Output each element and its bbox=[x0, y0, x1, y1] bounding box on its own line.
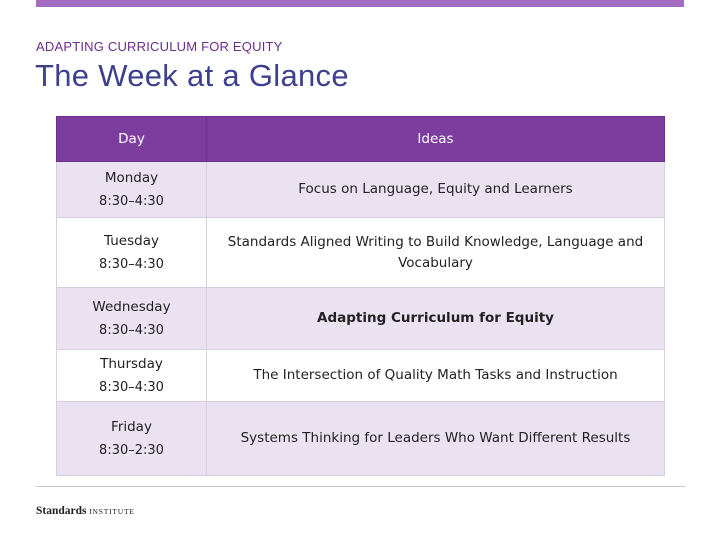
table-row bbox=[57, 288, 665, 350]
idea-text-highlighted: Adapting Curriculum for Equity bbox=[317, 310, 554, 327]
idea-text: Standards Aligned Writing to Build Knowledge, Language and Vocabulary bbox=[227, 234, 644, 271]
table-row bbox=[57, 162, 665, 218]
idea-cell bbox=[207, 402, 665, 476]
idea-text: Focus on Language, Equity and Learners bbox=[298, 181, 573, 198]
column-header-ideas: Ideas bbox=[207, 117, 665, 162]
table-header-row bbox=[57, 117, 665, 162]
day-name: Monday bbox=[104, 169, 159, 186]
table-row bbox=[57, 350, 665, 402]
day-time: 8:30–4:30 bbox=[99, 257, 164, 273]
column-header-day: Day bbox=[57, 117, 207, 162]
day-cell bbox=[57, 350, 207, 402]
day-time: 8:30–4:30 bbox=[99, 194, 164, 210]
day-time: 8:30–4:30 bbox=[99, 323, 164, 339]
footer-divider bbox=[36, 486, 685, 487]
idea-cell bbox=[207, 162, 665, 218]
week-schedule-table bbox=[56, 116, 665, 476]
top-accent-bar bbox=[36, 0, 684, 7]
idea-cell bbox=[207, 350, 665, 402]
day-cell bbox=[57, 288, 207, 350]
standards-institute-logo bbox=[36, 505, 135, 517]
day-cell bbox=[57, 402, 207, 476]
day-name: Wednesday bbox=[92, 298, 171, 315]
table-row bbox=[57, 402, 665, 476]
idea-cell bbox=[207, 218, 665, 288]
logo-wordmark: Standards bbox=[36, 505, 87, 517]
day-cell bbox=[57, 218, 207, 288]
idea-text: The Intersection of Quality Math Tasks and Instruction bbox=[253, 367, 618, 384]
day-name: Thursday bbox=[100, 355, 163, 372]
day-time: 8:30–2:30 bbox=[99, 443, 164, 459]
day-time: 8:30–4:30 bbox=[99, 380, 164, 396]
idea-text: Systems Thinking for Leaders Who Want Different Results bbox=[240, 430, 631, 447]
section-eyebrow: ADAPTING CURRICULUM FOR EQUITY bbox=[36, 39, 283, 54]
day-name: Tuesday bbox=[104, 232, 159, 249]
day-cell bbox=[57, 162, 207, 218]
day-name: Friday bbox=[111, 418, 152, 435]
table-row bbox=[57, 218, 665, 288]
idea-cell bbox=[207, 288, 665, 350]
page-title: The Week at a Glance bbox=[35, 58, 349, 93]
logo-subtext: INSTITUTE bbox=[89, 507, 135, 516]
